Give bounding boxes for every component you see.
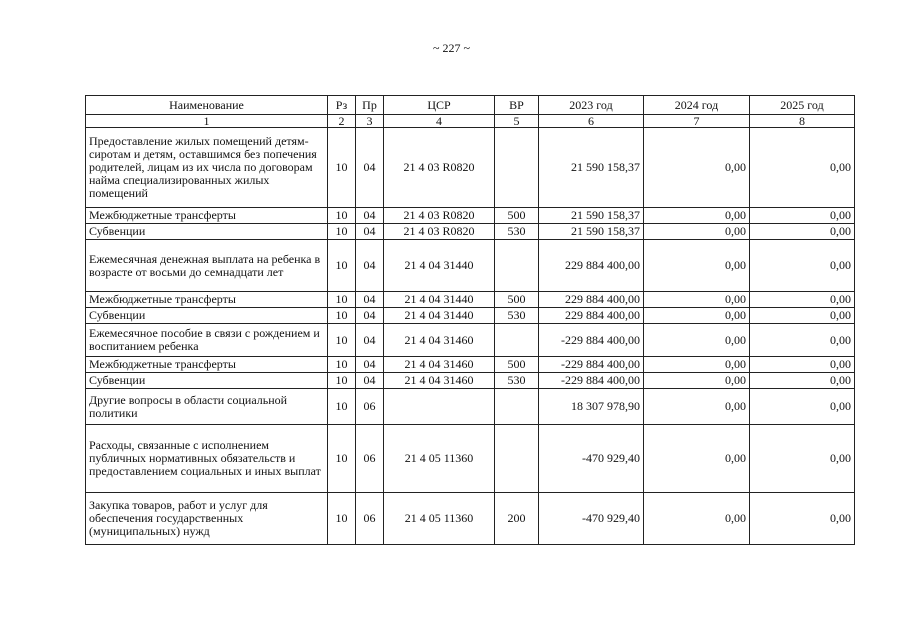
- cell-csr: 21 4 05 11360: [384, 493, 495, 545]
- cell-2023: 229 884 400,00: [539, 308, 644, 324]
- cell-pr: 04: [356, 128, 384, 208]
- cell-csr: 21 4 05 11360: [384, 425, 495, 493]
- cell-2025: 0,00: [750, 357, 855, 373]
- budget-table: [85, 95, 855, 545]
- cell-rz: 10: [328, 240, 356, 292]
- table-row: [86, 373, 855, 389]
- cell-rz: 10: [328, 292, 356, 308]
- column-number: 3: [356, 115, 384, 128]
- cell-csr: 21 4 04 31460: [384, 357, 495, 373]
- cell-pr: 04: [356, 208, 384, 224]
- header-name: Наименование: [86, 96, 328, 115]
- cell-name: Расходы, связанные с исполнением публичных нормативных обязательств и предоставлением социальных и иных выплат: [86, 425, 328, 493]
- cell-csr: 21 4 04 31440: [384, 308, 495, 324]
- table-row: [86, 292, 855, 308]
- cell-vr: 500: [495, 357, 539, 373]
- cell-vr: 530: [495, 308, 539, 324]
- cell-name: Закупка товаров, работ и услуг для обеспечения государственных (муниципальных) нужд: [86, 493, 328, 545]
- cell-name: Субвенции: [86, 224, 328, 240]
- header-rz: Рз: [328, 96, 356, 115]
- cell-vr: 200: [495, 493, 539, 545]
- cell-2023: -229 884 400,00: [539, 373, 644, 389]
- cell-2023: -229 884 400,00: [539, 324, 644, 357]
- column-number: 7: [644, 115, 750, 128]
- cell-2023: 21 590 158,37: [539, 224, 644, 240]
- cell-csr: 21 4 03 R0820: [384, 224, 495, 240]
- cell-rz: 10: [328, 208, 356, 224]
- cell-2025: 0,00: [750, 292, 855, 308]
- cell-2023: 229 884 400,00: [539, 292, 644, 308]
- cell-2023: 229 884 400,00: [539, 240, 644, 292]
- cell-2023: 21 590 158,37: [539, 128, 644, 208]
- cell-2023: -229 884 400,00: [539, 357, 644, 373]
- table-row: [86, 389, 855, 425]
- cell-2025: 0,00: [750, 493, 855, 545]
- cell-2024: 0,00: [644, 224, 750, 240]
- column-number: 5: [495, 115, 539, 128]
- cell-pr: 04: [356, 224, 384, 240]
- table-row: [86, 240, 855, 292]
- cell-2024: 0,00: [644, 373, 750, 389]
- cell-vr: 500: [495, 292, 539, 308]
- cell-pr: 04: [356, 308, 384, 324]
- cell-2024: 0,00: [644, 324, 750, 357]
- table-row: [86, 357, 855, 373]
- cell-vr: [495, 240, 539, 292]
- cell-2025: 0,00: [750, 308, 855, 324]
- cell-rz: 10: [328, 357, 356, 373]
- header-2025: 2025 год: [750, 96, 855, 115]
- cell-2025: 0,00: [750, 208, 855, 224]
- cell-pr: 04: [356, 324, 384, 357]
- cell-2023: -470 929,40: [539, 493, 644, 545]
- cell-csr: 21 4 04 31440: [384, 240, 495, 292]
- cell-2024: 0,00: [644, 425, 750, 493]
- table-row: [86, 128, 855, 208]
- cell-2024: 0,00: [644, 308, 750, 324]
- cell-2024: 0,00: [644, 208, 750, 224]
- header-2023: 2023 год: [539, 96, 644, 115]
- cell-vr: [495, 425, 539, 493]
- cell-vr: [495, 128, 539, 208]
- cell-csr: 21 4 04 31440: [384, 292, 495, 308]
- cell-2024: 0,00: [644, 389, 750, 425]
- column-number: 4: [384, 115, 495, 128]
- column-number: 6: [539, 115, 644, 128]
- cell-rz: 10: [328, 324, 356, 357]
- cell-pr: 04: [356, 357, 384, 373]
- cell-name: Ежемесячная денежная выплата на ребенка в возрасте от восьми до семнадцати лет: [86, 240, 328, 292]
- column-number: 8: [750, 115, 855, 128]
- table-row: [86, 224, 855, 240]
- cell-name: Субвенции: [86, 373, 328, 389]
- cell-2025: 0,00: [750, 240, 855, 292]
- cell-vr: 530: [495, 373, 539, 389]
- cell-2025: 0,00: [750, 224, 855, 240]
- cell-name: Межбюджетные трансферты: [86, 357, 328, 373]
- column-number-row: [86, 115, 855, 128]
- cell-pr: 06: [356, 493, 384, 545]
- table-row: [86, 308, 855, 324]
- cell-2023: -470 929,40: [539, 425, 644, 493]
- cell-rz: 10: [328, 389, 356, 425]
- cell-vr: 500: [495, 208, 539, 224]
- cell-2025: 0,00: [750, 389, 855, 425]
- cell-name: Ежемесячное пособие в связи с рождением и воспитанием ребенка: [86, 324, 328, 357]
- cell-2023: 21 590 158,37: [539, 208, 644, 224]
- cell-csr: 21 4 03 R0820: [384, 208, 495, 224]
- cell-2024: 0,00: [644, 292, 750, 308]
- cell-rz: 10: [328, 128, 356, 208]
- cell-2024: 0,00: [644, 357, 750, 373]
- cell-2025: 0,00: [750, 373, 855, 389]
- cell-pr: 04: [356, 240, 384, 292]
- cell-pr: 06: [356, 425, 384, 493]
- cell-rz: 10: [328, 425, 356, 493]
- header-pr: Пр: [356, 96, 384, 115]
- table-row: [86, 493, 855, 545]
- cell-rz: 10: [328, 224, 356, 240]
- cell-name: Межбюджетные трансферты: [86, 292, 328, 308]
- cell-rz: 10: [328, 308, 356, 324]
- cell-name: Межбюджетные трансферты: [86, 208, 328, 224]
- cell-2024: 0,00: [644, 128, 750, 208]
- cell-rz: 10: [328, 373, 356, 389]
- cell-csr: 21 4 04 31460: [384, 324, 495, 357]
- cell-2024: 0,00: [644, 240, 750, 292]
- header-csr: ЦСР: [384, 96, 495, 115]
- cell-name: Предоставление жилых помещений детям-сиротам и детям, оставшимся без попечения родителей, лицам из их числа по договорам найма специализированных жилых помещений: [86, 128, 328, 208]
- table-row: [86, 425, 855, 493]
- cell-csr: 21 4 04 31460: [384, 373, 495, 389]
- cell-name: Другие вопросы в области социальной политики: [86, 389, 328, 425]
- cell-2025: 0,00: [750, 324, 855, 357]
- header-vr: ВР: [495, 96, 539, 115]
- cell-pr: 04: [356, 373, 384, 389]
- header-row: [86, 96, 855, 115]
- cell-vr: 530: [495, 224, 539, 240]
- cell-vr: [495, 324, 539, 357]
- header-2024: 2024 год: [644, 96, 750, 115]
- page-number: ~ 227 ~: [433, 41, 470, 55]
- cell-csr: [384, 389, 495, 425]
- cell-rz: 10: [328, 493, 356, 545]
- column-number: 2: [328, 115, 356, 128]
- table-row: [86, 208, 855, 224]
- cell-vr: [495, 389, 539, 425]
- cell-2025: 0,00: [750, 425, 855, 493]
- cell-2024: 0,00: [644, 493, 750, 545]
- cell-pr: 04: [356, 292, 384, 308]
- cell-2023: 18 307 978,90: [539, 389, 644, 425]
- column-number: 1: [86, 115, 328, 128]
- table-row: [86, 324, 855, 357]
- cell-pr: 06: [356, 389, 384, 425]
- cell-2025: 0,00: [750, 128, 855, 208]
- cell-csr: 21 4 03 R0820: [384, 128, 495, 208]
- cell-name: Субвенции: [86, 308, 328, 324]
